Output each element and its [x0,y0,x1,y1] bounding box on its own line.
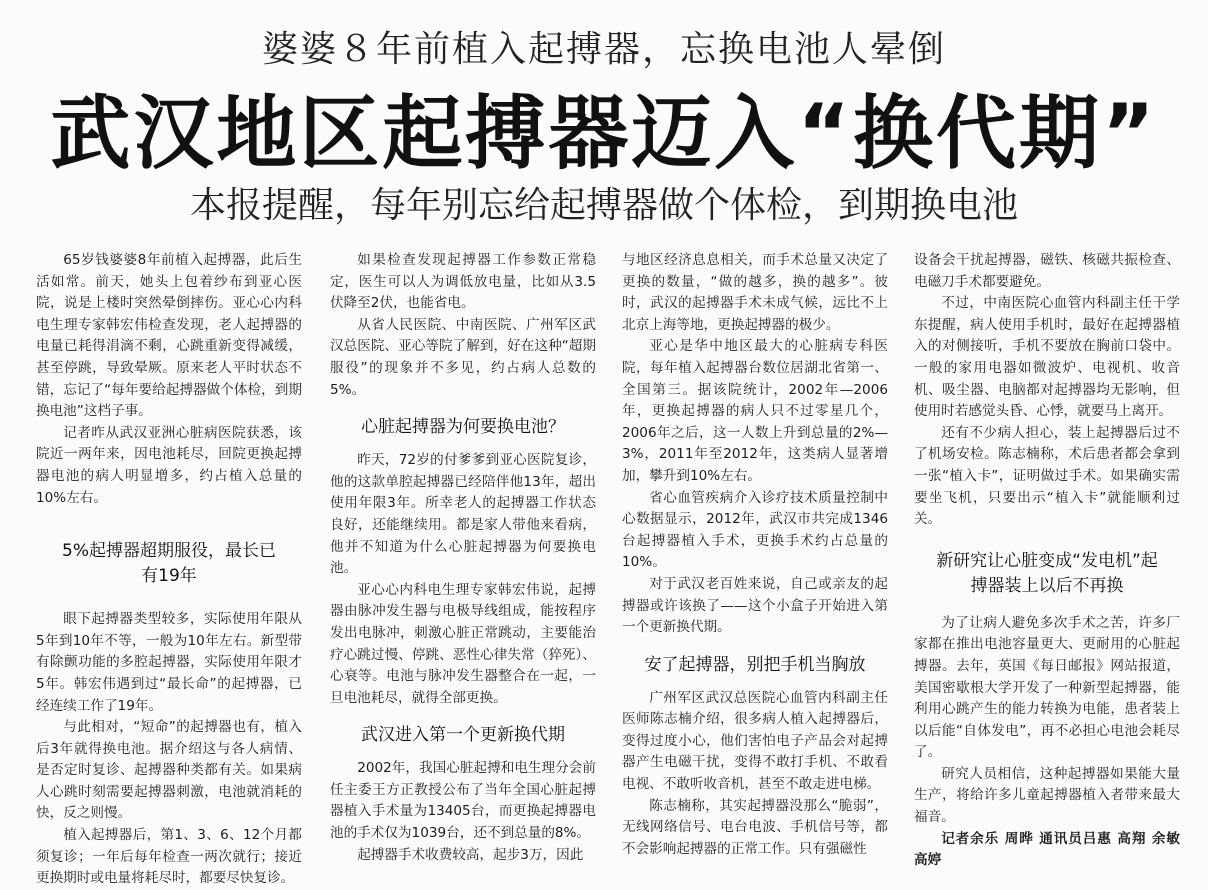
paragraph: 设备会干扰起搏器，磁铁、核磁共振检查、电磁刀手术都要避免。 [914,252,1180,290]
subheading: 新研究让心脏变成“发电机”起搏器装上以后不再换 [936,550,1158,596]
subheading: 心脏起搏器为何要换电池？ [361,417,565,438]
paragraph: 还有不少病人担心，装上起搏器后过不了机场安检。陈志楠称，术后患者都会拿到一张“植入卡”，证明做过手术。如果确实需要坐飞机，只要出示“植入卡”就能顺利过关。 [914,424,1180,528]
kicker-headline: 婆婆８年前植入起搏器，忘换电池人晕倒 [261,29,946,70]
paragraph: 不过，中南医院心血管内科副主任干学东提醒，病人使用手机时，最好在起搏器植入的对侧接听，手机不要放在胸前口袋中。一般的家用电器如微波炉、电视机、收音机、吸尘器、电脑都对起搏器均无影响，但使用时若感觉头昏、心悸，就要马上离开。 [914,295,1180,420]
paragraph: 为了让病人避免多次手术之苦，许多厂家都在推出电池容量更大、更耐用的心脏起搏器。去年，英国《每日邮报》网站报道，美国密歇根大学开发了一种新型起搏器，能利用心跳产生的能力转换为电能，患者装上以后能“自体发电”，再不必担心电池会耗尽了。 [914,614,1180,761]
paragraph: 广州军区武汉总医院心血管内科副主任医师陈志楠介绍，很多病人植入起搏器后，变得过度小心，他们害怕电子产品会对起搏器产生电磁干扰，变得不敢打手机、不敢看电视、不敢听收音机，甚至不敢走进电梯。 [622,689,888,793]
paragraph: 65岁钱婆婆8年前植入起搏器，此后生活如常。前天，她头上包着纱布到亚心医院，说是上楼时突然晕倒摔伤。亚心心内科电生理专家韩宏伟检查发现，老人起搏器的电量已耗得涓滴不剩，心跳重新变得减缓，甚至停跳，导致晕厥。原来老人平时状态不错，忘记了“每年要给起搏器做个体检，到期换电池”这档子事。 [36,252,302,420]
subheading: 5%起搏器超期服役，最长已有19年 [62,541,276,587]
article-column-1 [36,250,302,887]
subheading: 安了起搏器，别把手机当胸放 [644,654,866,675]
byline: 记者余乐 周晔 通讯员吕惠 高翔 余敏 高婷 [914,830,1180,869]
paragraph: 陈志楠称，其实起搏器没那么“脆弱”，无线网络信号、电台电波、手机信号等，都不会影响起搏器的正常工作。只有强磁性 [622,797,888,857]
article-column-2 [330,250,596,864]
paragraph: 植入起搏器后，第1、3、6、12个月都须复诊；一年后每年检查一两次就行；接近更换期时或电量将耗尽时，都要尽快复诊。 [36,827,302,887]
subheading: 武汉进入第一个更新换代期 [361,725,565,746]
article-column-4 [914,250,1180,869]
paragraph: 昨天，72岁的付爹爹到亚心医院复诊，他的这款单腔起搏器已经陪伴他13年，超出使用年限3年。所幸老人的起搏器工作状态良好，还能继续用。都是家人带他来看病，他并不知道为什么心脏起搏器为何要换电池。 [330,452,596,577]
paragraph: 起搏器手术收费较高，起步3万，因此 [357,846,584,863]
paragraph: 与地区经济息息相关，而手术总量又决定了更换的数量，“做的越多，换的越多”。彼时，武汉的起搏器手术未成气候，远比不上北京上海等地，更换起搏器的极少。 [622,252,888,333]
paragraph: 从省人民医院、中南医院、广州军区武汉总医院、亚心等院了解到，好在这种“超期服役”的现象并不多见，约占病人总数的5%。 [330,316,596,398]
paragraph: 2002年，我国心脏起搏和电生理分会前任主委王方正教授公布了当年全国心脏起搏器植入手术量为13405台，而更换起搏器电池的手术仅为1039台，还不到总量的8%。 [330,760,596,842]
paragraph: 对于武汉老百姓来说，自己或亲友的起搏器或许该换了——这个小盒子开始进入第一个更新换代期。 [622,575,888,636]
article-column-3 [622,250,888,864]
paragraph: 如果检查发现起搏器工作参数正常稳定，医生可以人为调低放电量，比如从3.5伏降至2伏，也能省电。 [330,252,596,312]
paragraph: 亚心心内科电生理专家韩宏伟说，起搏器由脉冲发生器与电极导线组成，能按程序发出电脉冲，刺激心脏正常跳动，主要能治疗心跳过慢、停跳、恶性心律失常（猝死）、心衰等。电池与脉冲发生器整合在一起，一旦电池耗尽，就得全部更换。 [330,581,596,706]
deck-headline: 本报提醒，每年别忘给起搏器做个体检，到期换电池 [189,185,1018,226]
paragraph: 记者昨从武汉亚洲心脏病医院获悉，该院近一两年来，因电池耗尽，回院更换起搏器电池的病人明显增多，约占植入总量的10%左右。 [36,424,302,506]
paragraph: 与此相对，“短命”的起搏器也有，植入后3年就得换电池。据介绍这与各人病情、是否定时复诊、起搏器种类都有关。如果病人心跳时刻需要起搏器刺激，电池就消耗的快，反之则慢。 [36,719,302,822]
paragraph: 研究人员相信，这种起搏器如果能大量生产，将给许多儿童起搏器植入者带来最大福音。 [914,765,1180,826]
main-headline: 武汉地区起搏器迈入“换代期” [50,87,1158,180]
paragraph: 省心血管疾病介入诊疗技术质量控制中心数据显示，2012年，武汉市共完成1346台起搏器植入手术，更换手术约占总量的10%。 [622,489,888,571]
paragraph: 亚心是华中地区最大的心脏病专科医院，每年植入起搏器台数位居湖北省第一、全国第三。据该院统计，2002年—2006年，更换起搏器的病人只不过零星几个，2006年之后，这一人数上升到总量的2%—3%，2011年至2012年，这类病人显著增加，攀升到10%左右。 [622,338,888,484]
paragraph: 眼下起搏器类型较多，实际使用年限从5年到10年不等，一般为10年左右。新型带有除颤功能的多腔起搏器，实际使用年限才5年。韩宏伟遇到过“最长命”的起搏器，已经连续工作了19年。 [36,611,302,714]
